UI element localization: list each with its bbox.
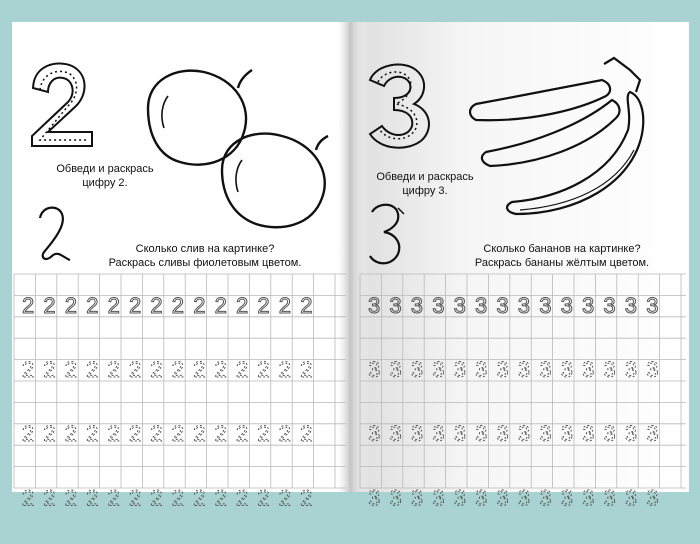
left-trace-digit: 2 [214, 485, 227, 511]
right-trace-digit: 3 [582, 292, 595, 318]
left-trace-digit: 2 [171, 421, 185, 447]
left-instruction [40, 162, 170, 190]
left-trace-digit: 2 [257, 421, 270, 447]
left-trace-digit: 2 [278, 485, 292, 511]
left-trace-digit: 2 [150, 292, 163, 318]
left-trace-digit: 2 [278, 292, 292, 318]
left-trace-digit: 2 [64, 485, 78, 511]
right-trace-digit: 3 [496, 292, 509, 318]
right-trace-digit: 3 [432, 485, 445, 511]
left-trace-digit: 2 [22, 357, 35, 382]
left-trace-digit: 2 [43, 485, 56, 511]
left-question-line2: Раскрась сливы фиолетовым цветом. [108, 257, 302, 269]
right-trace-digit: 3 [539, 292, 552, 318]
right-trace-digit: 3 [475, 357, 488, 382]
left-trace-digit: 2 [236, 421, 249, 447]
left-trace-digit: 2 [64, 292, 78, 318]
right-trace-digit: 3 [368, 292, 381, 318]
left-trace-digit: 2 [129, 485, 142, 511]
left-instruction-line1: Обведи и раскрась [56, 163, 154, 175]
right-trace-digit: 3 [560, 421, 573, 447]
left-trace-digit: 2 [64, 421, 78, 447]
left-trace-digit: 2 [193, 421, 206, 447]
left-trace-digit: 2 [86, 485, 99, 511]
right-question-line1: Сколько бананов на картинке? [483, 243, 641, 255]
right-trace-digit: 3 [475, 421, 488, 447]
left-trace-digit: 2 [107, 292, 120, 318]
right-trace-digit: 3 [603, 292, 616, 318]
right-instruction-line2: цифру 3. [402, 185, 448, 197]
right-trace-digit: 3 [410, 357, 424, 382]
right-trace-digit: 3 [603, 357, 616, 382]
right-trace-digit: 3 [582, 485, 595, 511]
left-trace-digit: 2 [129, 421, 142, 447]
left-question-line1: Сколько слив на картинке? [135, 243, 275, 255]
right-trace-digit: 3 [560, 292, 573, 318]
left-trace-digit: 2 [278, 357, 292, 382]
right-trace-digit: 3 [517, 485, 531, 511]
right-trace-digit: 3 [453, 357, 466, 382]
right-trace-digit: 3 [389, 485, 402, 511]
right-trace-digit: 3 [646, 421, 659, 447]
right-trace-digit: 3 [389, 292, 402, 318]
left-trace-digit: 2 [257, 485, 270, 511]
right-trace-digit: 3 [624, 357, 638, 382]
right-trace-digit: 3 [410, 292, 424, 318]
right-trace-digit: 3 [582, 357, 595, 382]
left-trace-digit: 2 [107, 485, 120, 511]
left-instruction-line2: цифру 2. [82, 177, 128, 189]
right-trace-digit: 3 [368, 357, 381, 382]
left-trace-digit: 2 [236, 357, 249, 382]
right-trace-digit: 3 [453, 485, 466, 511]
left-trace-digit: 2 [214, 357, 227, 382]
left-trace-digit: 2 [236, 485, 249, 511]
right-trace-digit: 3 [624, 292, 638, 318]
left-trace-digit: 2 [22, 421, 35, 447]
right-trace-digit: 3 [646, 292, 659, 318]
left-trace-digit: 2 [171, 485, 185, 511]
left-trace-digit: 2 [193, 292, 206, 318]
left-trace-digit: 2 [278, 421, 292, 447]
right-trace-digit: 3 [389, 357, 402, 382]
left-trace-digit: 2 [43, 421, 56, 447]
left-trace-digit: 2 [129, 292, 142, 318]
right-trace-digit: 3 [410, 485, 424, 511]
right-question [442, 242, 682, 270]
right-trace-digit: 3 [410, 421, 424, 447]
right-trace-digit: 3 [539, 485, 552, 511]
right-trace-digit: 3 [453, 292, 466, 318]
left-trace-digit: 2 [129, 357, 142, 382]
right-trace-digit: 3 [432, 357, 445, 382]
right-trace-digit: 3 [475, 292, 488, 318]
right-trace-digit: 3 [646, 485, 659, 511]
right-question-line2: Раскрась бананы жёлтым цветом. [474, 257, 650, 269]
left-trace-digit: 2 [171, 357, 185, 382]
left-trace-digit: 2 [171, 292, 185, 318]
left-trace-digit: 2 [107, 421, 120, 447]
right-trace-digit: 3 [624, 485, 638, 511]
left-trace-digit: 2 [300, 421, 313, 447]
right-trace-digit: 3 [368, 421, 381, 447]
left-trace-digit: 2 [86, 421, 99, 447]
right-trace-digit: 3 [582, 421, 595, 447]
left-trace-digit: 2 [43, 292, 56, 318]
left-trace-digit: 2 [150, 357, 163, 382]
right-trace-digit: 3 [539, 421, 552, 447]
left-trace-digit: 2 [43, 357, 56, 382]
left-trace-digit: 2 [300, 485, 313, 511]
right-trace-digit: 3 [560, 485, 573, 511]
left-trace-digit: 2 [22, 292, 35, 318]
left-trace-digit: 2 [150, 421, 163, 447]
left-question [90, 242, 320, 270]
left-trace-digit: 2 [214, 292, 227, 318]
right-instruction-line1: Обведи и раскрась [376, 171, 474, 183]
right-trace-digit: 3 [432, 421, 445, 447]
right-trace-digit: 3 [603, 421, 616, 447]
right-trace-digit: 3 [624, 421, 638, 447]
left-trace-digit: 2 [86, 357, 99, 382]
right-trace-digit: 3 [496, 421, 509, 447]
right-trace-digit: 3 [517, 421, 531, 447]
left-trace-digit: 2 [86, 292, 99, 318]
right-instruction [360, 170, 490, 198]
right-trace-digit: 3 [517, 357, 531, 382]
right-trace-digit: 3 [368, 485, 381, 511]
right-trace-digit: 3 [496, 485, 509, 511]
right-trace-digit: 3 [517, 292, 531, 318]
right-trace-digit: 3 [496, 357, 509, 382]
left-trace-digit: 2 [64, 357, 78, 382]
right-trace-digit: 3 [560, 357, 573, 382]
right-trace-digit: 3 [646, 357, 659, 382]
left-trace-digit: 2 [193, 485, 206, 511]
right-trace-digit: 3 [475, 485, 488, 511]
right-trace-digit: 3 [539, 357, 552, 382]
right-trace-digit: 3 [432, 292, 445, 318]
left-trace-digit: 2 [214, 421, 227, 447]
left-trace-digit: 2 [236, 292, 249, 318]
left-trace-digit: 2 [257, 357, 270, 382]
left-trace-digit: 2 [107, 357, 120, 382]
left-trace-digit: 2 [257, 292, 270, 318]
left-trace-digit: 2 [193, 357, 206, 382]
left-trace-digit: 2 [300, 357, 313, 382]
left-trace-digit: 2 [22, 485, 35, 511]
right-trace-digit: 3 [453, 421, 466, 447]
right-trace-digit: 3 [603, 485, 616, 511]
left-trace-digit: 2 [300, 292, 313, 318]
left-trace-digit: 2 [150, 485, 163, 511]
right-trace-digit: 3 [389, 421, 402, 447]
